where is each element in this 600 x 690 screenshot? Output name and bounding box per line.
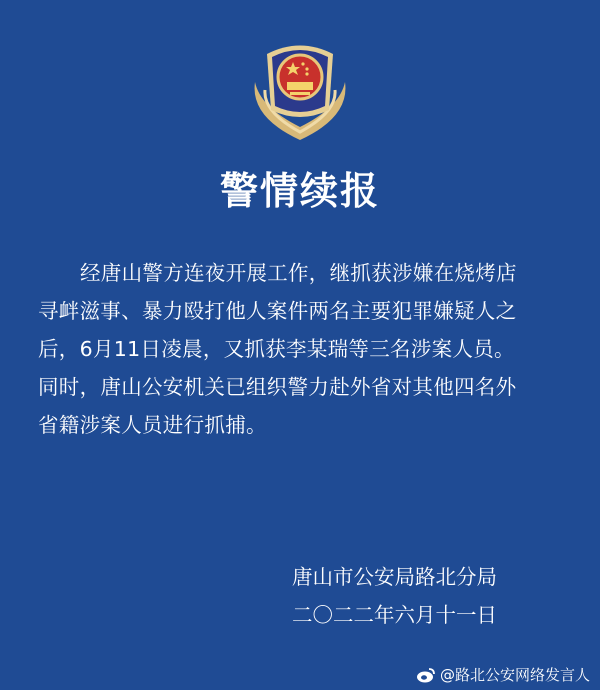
body-line: 寻衅滋事、暴力殴打他人案件两名主要犯罪嫌疑人之	[38, 299, 517, 323]
signature-org: 唐山市公安局路北分局	[292, 565, 497, 589]
watermark-text: @路北公安网络发言人	[439, 666, 590, 684]
body-line: 经唐山警方连夜开展工作，继抓获涉嫌在烧烤店	[80, 261, 517, 285]
body-line: 后，6月11日凌晨，又抓获李某瑞等三名涉案人员。	[38, 337, 515, 361]
notice-title: 警情续报	[219, 169, 380, 213]
body-line: 同时，唐山公安机关已组织警力赴外省对其他四名外	[38, 375, 517, 399]
body-line: 省籍涉案人员进行抓捕。	[38, 413, 267, 437]
weibo-icon	[416, 667, 436, 683]
signature-date: 二〇二二年六月十一日	[292, 603, 497, 627]
police-emblem-icon	[245, 32, 355, 144]
weibo-watermark	[416, 664, 590, 685]
